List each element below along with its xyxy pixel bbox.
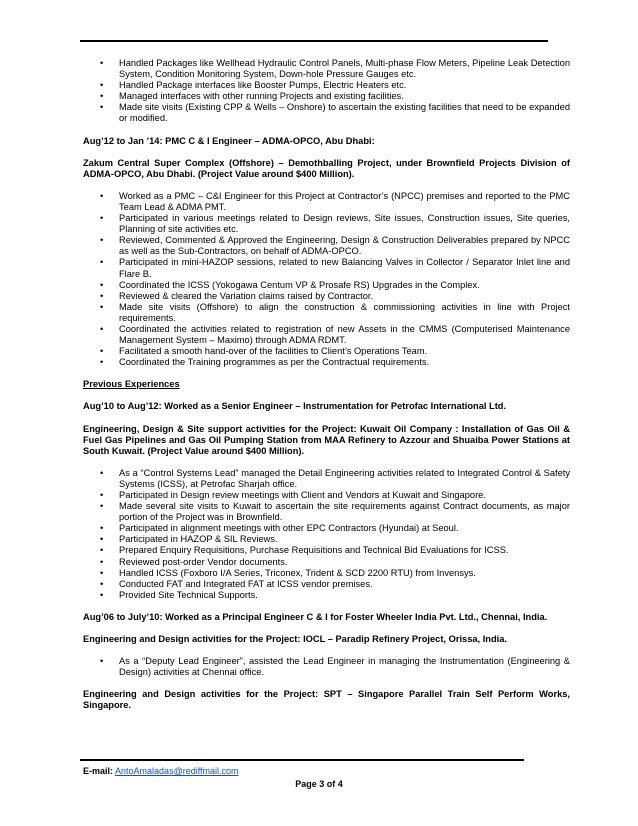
job-title-adma: Aug’12 to Jan ’14: PMC C & I Engineer – ADMA-OPCO, Abu Dhabi:	[83, 135, 375, 146]
list-item: • Facilitated a smooth hand-over of the facilities to Client’s Operations Team.	[83, 346, 570, 357]
list-item: • Made site visits (Existing CPP & Wells – Onshore) to ascertain the existing facilities that need to be expanded or modified.	[83, 102, 570, 124]
project-spt: Engineering and Design activities for the Project: SPT – Singapore Parallel Train Self Perform Works, Singapore.	[83, 689, 570, 711]
page-content	[83, 58, 570, 712]
page-number: Page 3 of 4	[295, 779, 343, 789]
list-item: • Participated in various meetings related to Design reviews, Site issues, Construction issues, Site queries, Planning of site activities etc.	[83, 213, 570, 235]
project-petrofac: Engineering, Design & Site support activities for the Project: Kuwait Oil Company : Installation of Gas Oil & Fuel Gas Pipelines and Gas Oil Pumping Station from MAA Refinery to Azzour and Shuaiba Power Stations at South Kuwait. (Project Value around $400 Million).	[83, 423, 570, 456]
list-item: • Participated in Design review meetings with Client and Vendors at Kuwait and Singapore.	[83, 490, 570, 501]
list-item: • As a “Control Systems Lead” managed the Detail Engineering activities related to Integrated Control & Safety Systems (ICSS), at Petrofac Sharjah office.	[83, 468, 570, 490]
footer-rule	[80, 759, 524, 761]
bullet-list-foster-wheeler	[83, 656, 570, 678]
project-adma: Zakum Central Super Complex (Offshore) – Demothballing Project, under Brownfield Projects Division of ADMA-OPCO, Abu Dhabi. (Project Value around $400 Million).	[83, 157, 570, 179]
footer-email	[83, 766, 239, 777]
list-item: • Handled Package interfaces like Booster Pumps, Electric Heaters etc.	[83, 80, 570, 91]
section-heading-previous: Previous Experiences	[83, 379, 180, 390]
bullet-list-adma	[83, 191, 570, 369]
list-item: • Coordinated the activities related to registration of new Assets in the CMMS (Computerised Maintenance Management System – Maximo) through ADMA RDMT.	[83, 324, 570, 346]
list-item: • Made site visits (Offshore) to align the construction & commissioning activities in line with Project requirements.	[83, 302, 570, 324]
list-item: • As a “Deputy Lead Engineer”, assisted the Lead Engineer in managing the Instrumentation (Engineering & Design) activities at Chennai office.	[83, 656, 570, 678]
job-title-foster-wheeler: Aug’06 to July’10: Worked as a Principal Engineer C & I for Foster Wheeler India Pvt. Ltd., Chennai, India.	[83, 611, 548, 622]
list-item: • Made several site visits to Kuwait to ascertain the site requirements against Contract documents, as major portion of the Project was in Brownfield.	[83, 501, 570, 523]
job-title-petrofac: Aug’10 to Aug’12: Worked as a Senior Engineer – Instrumentation for Petrofac International Ltd.	[83, 401, 507, 412]
list-item: • Participated in alignment meetings with other EPC Contractors (Hyundai) at Seoul.	[83, 523, 570, 534]
list-item: • Conducted FAT and Integrated FAT at ICSS vendor premises.	[83, 579, 570, 590]
project-iocl: Engineering and Design activities for the Project: IOCL – Paradip Refinery Project, Orissa, India.	[83, 634, 507, 645]
list-item: • Provided Site Technical Supports.	[83, 590, 570, 601]
list-item: • Handled Packages like Wellhead Hydraulic Control Panels, Multi-phase Flow Meters, Pipeline Leak Detection System, Condition Monitoring System, Down-hole Pressure Gauges etc.	[83, 58, 570, 80]
list-item: • Worked as a PMC – C&I Engineer for this Project at Contractor’s (NPCC) premises and reported to the PMC Team Lead & ADMA PMT.	[83, 191, 570, 213]
list-item: • Participated in HAZOP & SIL Reviews.	[83, 534, 570, 545]
list-item: • Reviewed & cleared the Variation claims raised by Contractor.	[83, 291, 570, 302]
list-item: • Handled ICSS (Foxboro I/A Series, Triconex, Trident & SCD 2200 RTU) from Invensys.	[83, 568, 570, 579]
list-item: • Participated in mini-HAZOP sessions, related to new Balancing Valves in Collector / Separator Inlet line and Flare B.	[83, 257, 570, 279]
bullet-list-petrofac	[83, 468, 570, 601]
list-item: • Coordinated the Training programmes as per the Contractual requirements.	[83, 357, 570, 368]
email-label: E-mail:	[83, 766, 114, 776]
list-item: • Reviewed, Commented & Approved the Engineering, Design & Construction Deliverables prepared by NPCC as well as the Sub-Contractors, on behalf of ADMA-OPCO.	[83, 235, 570, 257]
email-link[interactable]: AntoAmaladas@rediffmail.com	[115, 766, 239, 776]
list-item: • Coordinated the ICSS (Yokogawa Centum VP & Prosafe RS) Upgrades in the Complex.	[83, 280, 570, 291]
list-item: • Managed interfaces with other running Projects and existing facilities.	[83, 91, 570, 102]
list-item: • Prepared Enquiry Requisitions, Purchase Requisitions and Technical Bid Evaluations for ICSS.	[83, 545, 570, 556]
bullet-list-top	[83, 58, 570, 125]
list-item: • Reviewed post-order Vendor documents.	[83, 557, 570, 568]
header-rule	[80, 40, 548, 42]
